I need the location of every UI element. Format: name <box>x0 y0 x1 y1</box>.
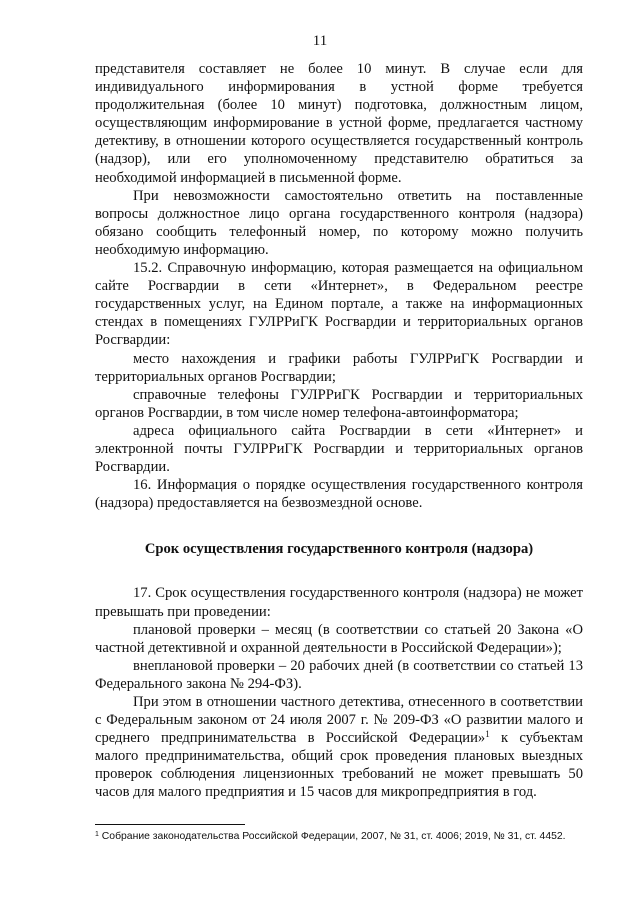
footnote-number: 1 <box>95 831 99 838</box>
paragraph-text: к субъектам малого предпринимательства, общий срок проведения плановых выездных проверок соблюдения лицензионных требований не может превышать 50 часов для малого предприятия и 15 часов для микропредприятия в год. <box>95 730 583 801</box>
page-number: 11 <box>312 33 328 49</box>
paragraph-with-footnote <box>95 693 583 802</box>
footnote-divider <box>95 824 245 825</box>
paragraph: При невозможности самостоятельно ответить на поставленные вопросы должностное лицо органа государственного контроля (надзора) обязано сообщить телефонный номер, по которому можно получить необходимую информацию. <box>95 187 583 258</box>
paragraph: внеплановой проверки – 20 рабочих дней (в соответствии со статьей 13 Федерального закона № 294-ФЗ). <box>95 657 583 692</box>
paragraph-16: 16. Информация о порядке осуществления государственного контроля (надзора) предоставляется на безвозмездной основе. <box>95 477 583 512</box>
section-heading: Срок осуществления государственного контроля (надзора) <box>144 541 534 558</box>
footnote <box>95 830 583 843</box>
paragraph: представителя составляет не более 10 минут. В случае если для индивидуального информирования в устной форме требуется продолжительная (более 10 минут) подготовка, должностным лицом, осуществляющим информирование в устной форме, предлагается частному детективу, в отношении которого осуществляется государственный контроль (надзор), или его уполномоченному представителю обратиться за необходимой информацией в письменной форме. <box>95 61 583 186</box>
paragraph: место нахождения и графики работы ГУЛРРиГК Росгвардии и территориальных органов Росгвардии; <box>95 350 583 385</box>
paragraph-text: При этом в отношении частного детектива, отнесенного в соответствии с Федеральным законом от 24 июля 2007 г. № 209-ФЗ «О развитии малого и среднего предпринимательства в Российской Федерации» <box>95 694 583 747</box>
paragraph: адреса официального сайта Росгвардии в сети «Интернет» и электронной почты ГУЛРРиГК Росгвардии и территориальных органов Росгвардии. <box>95 422 583 476</box>
paragraph: плановой проверки – месяц (в соответствии со статьей 20 Закона «О частной детективной и охранной деятельности в Российской Федерации»); <box>95 621 583 656</box>
footnote-text: Собрание законодательства Российской Федерации, 2007, № 31, ст. 4006; 2019, № 31, ст. 4452. <box>98 831 566 842</box>
footnote-ref: 1 <box>485 729 490 740</box>
body-text <box>95 60 583 802</box>
paragraph-15-2: 15.2. Справочную информацию, которая размещается на официальном сайте Росгвардии в сети «Интернет», в Федеральном реестре государственных услуг, на Едином портале, а также на информационных стендах в помещениях ГУЛРРиГК Росгвардии и территориальных органов Росгвардии: <box>95 260 583 349</box>
paragraph-17: 17. Срок осуществления государственного контроля (надзора) не может превышать при проведении: <box>95 585 583 620</box>
paragraph: справочные телефоны ГУЛРРиГК Росгвардии и территориальных органов Росгвардии, в том числе номер телефона-автоинформатора; <box>95 386 583 421</box>
